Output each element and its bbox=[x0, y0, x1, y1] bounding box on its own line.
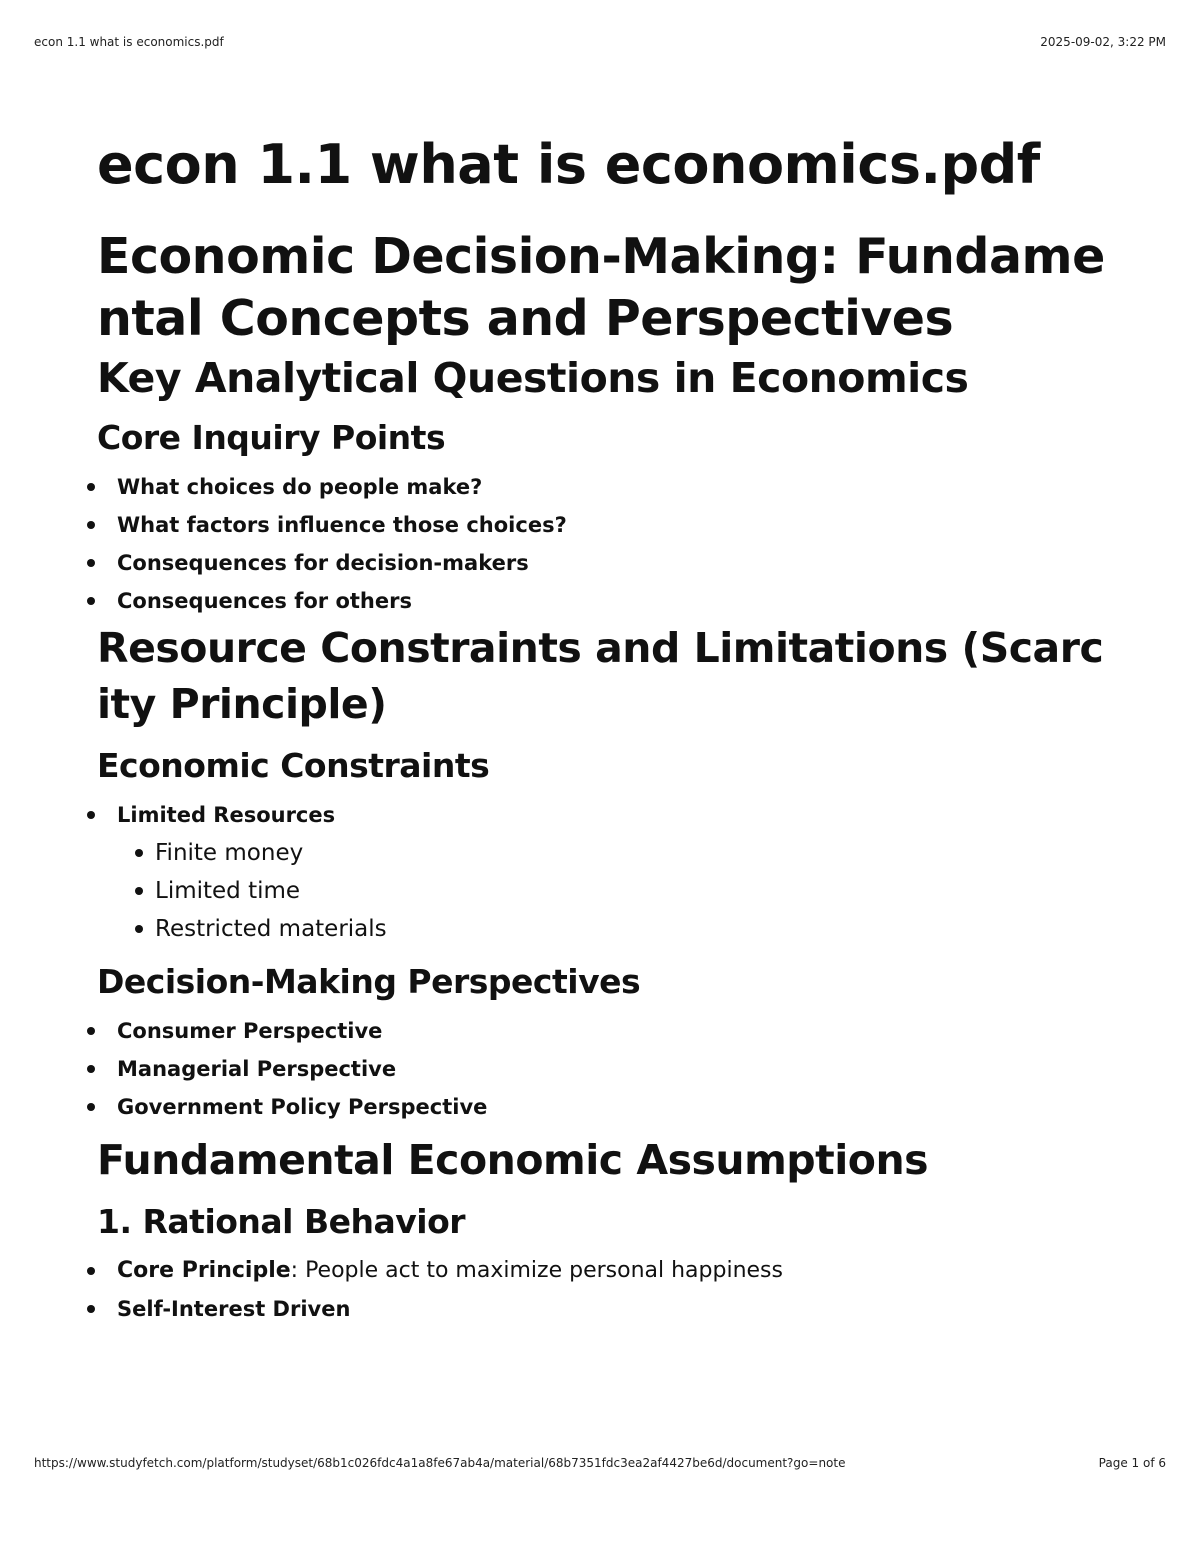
limited-resources-sublist bbox=[117, 834, 1107, 948]
list-item: Managerial Perspective bbox=[97, 1050, 1107, 1088]
assumptions-heading: Fundamental Economic Assumptions bbox=[97, 1136, 929, 1184]
list-item: Government Policy Perspective bbox=[97, 1088, 1107, 1126]
core-principle-label: Core Principle bbox=[117, 1258, 291, 1283]
print-footer bbox=[34, 1456, 1166, 1470]
limited-resources-label: Limited Resources bbox=[117, 803, 336, 827]
sub-list-item: Finite money bbox=[135, 834, 1107, 872]
rational-behavior-list bbox=[97, 1252, 1107, 1328]
core-principle-text: : People act to maximize personal happiness bbox=[290, 1258, 783, 1283]
rational-behavior-heading: 1. Rational Behavior bbox=[97, 1202, 466, 1241]
key-questions-heading: Key Analytical Questions in Economics bbox=[97, 354, 969, 402]
perspectives-list bbox=[97, 1012, 1107, 1126]
list-item: Consequences for decision-makers bbox=[97, 544, 1107, 582]
list-item-limited-resources bbox=[97, 796, 1107, 948]
main-heading: Economic Decision-Making: Fundamental Concepts and Perspectives bbox=[97, 228, 1105, 347]
footer-page-number: Page 1 of 6 bbox=[1098, 1456, 1166, 1470]
document-content bbox=[97, 130, 1107, 1328]
list-item-core-principle bbox=[97, 1252, 1107, 1290]
header-filename: econ 1.1 what is economics.pdf bbox=[34, 35, 224, 49]
list-item: Consequences for others bbox=[97, 582, 1107, 620]
document-title: econ 1.1 what is economics.pdf bbox=[97, 133, 1040, 196]
list-item: Self-Interest Driven bbox=[97, 1290, 1107, 1328]
core-inquiry-list bbox=[97, 468, 1107, 620]
list-item: Consumer Perspective bbox=[97, 1012, 1107, 1050]
sub-list-item: Restricted materials bbox=[135, 910, 1107, 948]
scarcity-heading: Resource Constraints and Limitations (Scarcity Principle) bbox=[97, 624, 1104, 728]
header-timestamp: 2025-09-02, 3:22 PM bbox=[1040, 35, 1166, 49]
perspectives-heading: Decision-Making Perspectives bbox=[97, 962, 641, 1001]
print-header bbox=[34, 35, 1166, 49]
constraints-heading: Economic Constraints bbox=[97, 746, 490, 785]
footer-url[interactable]: https://www.studyfetch.com/platform/studyset/68b1c026fdc4a1a8fe67ab4a/material/68b7351fdc3ea2af4427be6d/document?go=note bbox=[34, 1456, 846, 1470]
sub-list-item: Limited time bbox=[135, 872, 1107, 910]
list-item: What choices do people make? bbox=[97, 468, 1107, 506]
constraints-list bbox=[97, 796, 1107, 948]
core-inquiry-heading: Core Inquiry Points bbox=[97, 418, 446, 457]
list-item: What factors influence those choices? bbox=[97, 506, 1107, 544]
